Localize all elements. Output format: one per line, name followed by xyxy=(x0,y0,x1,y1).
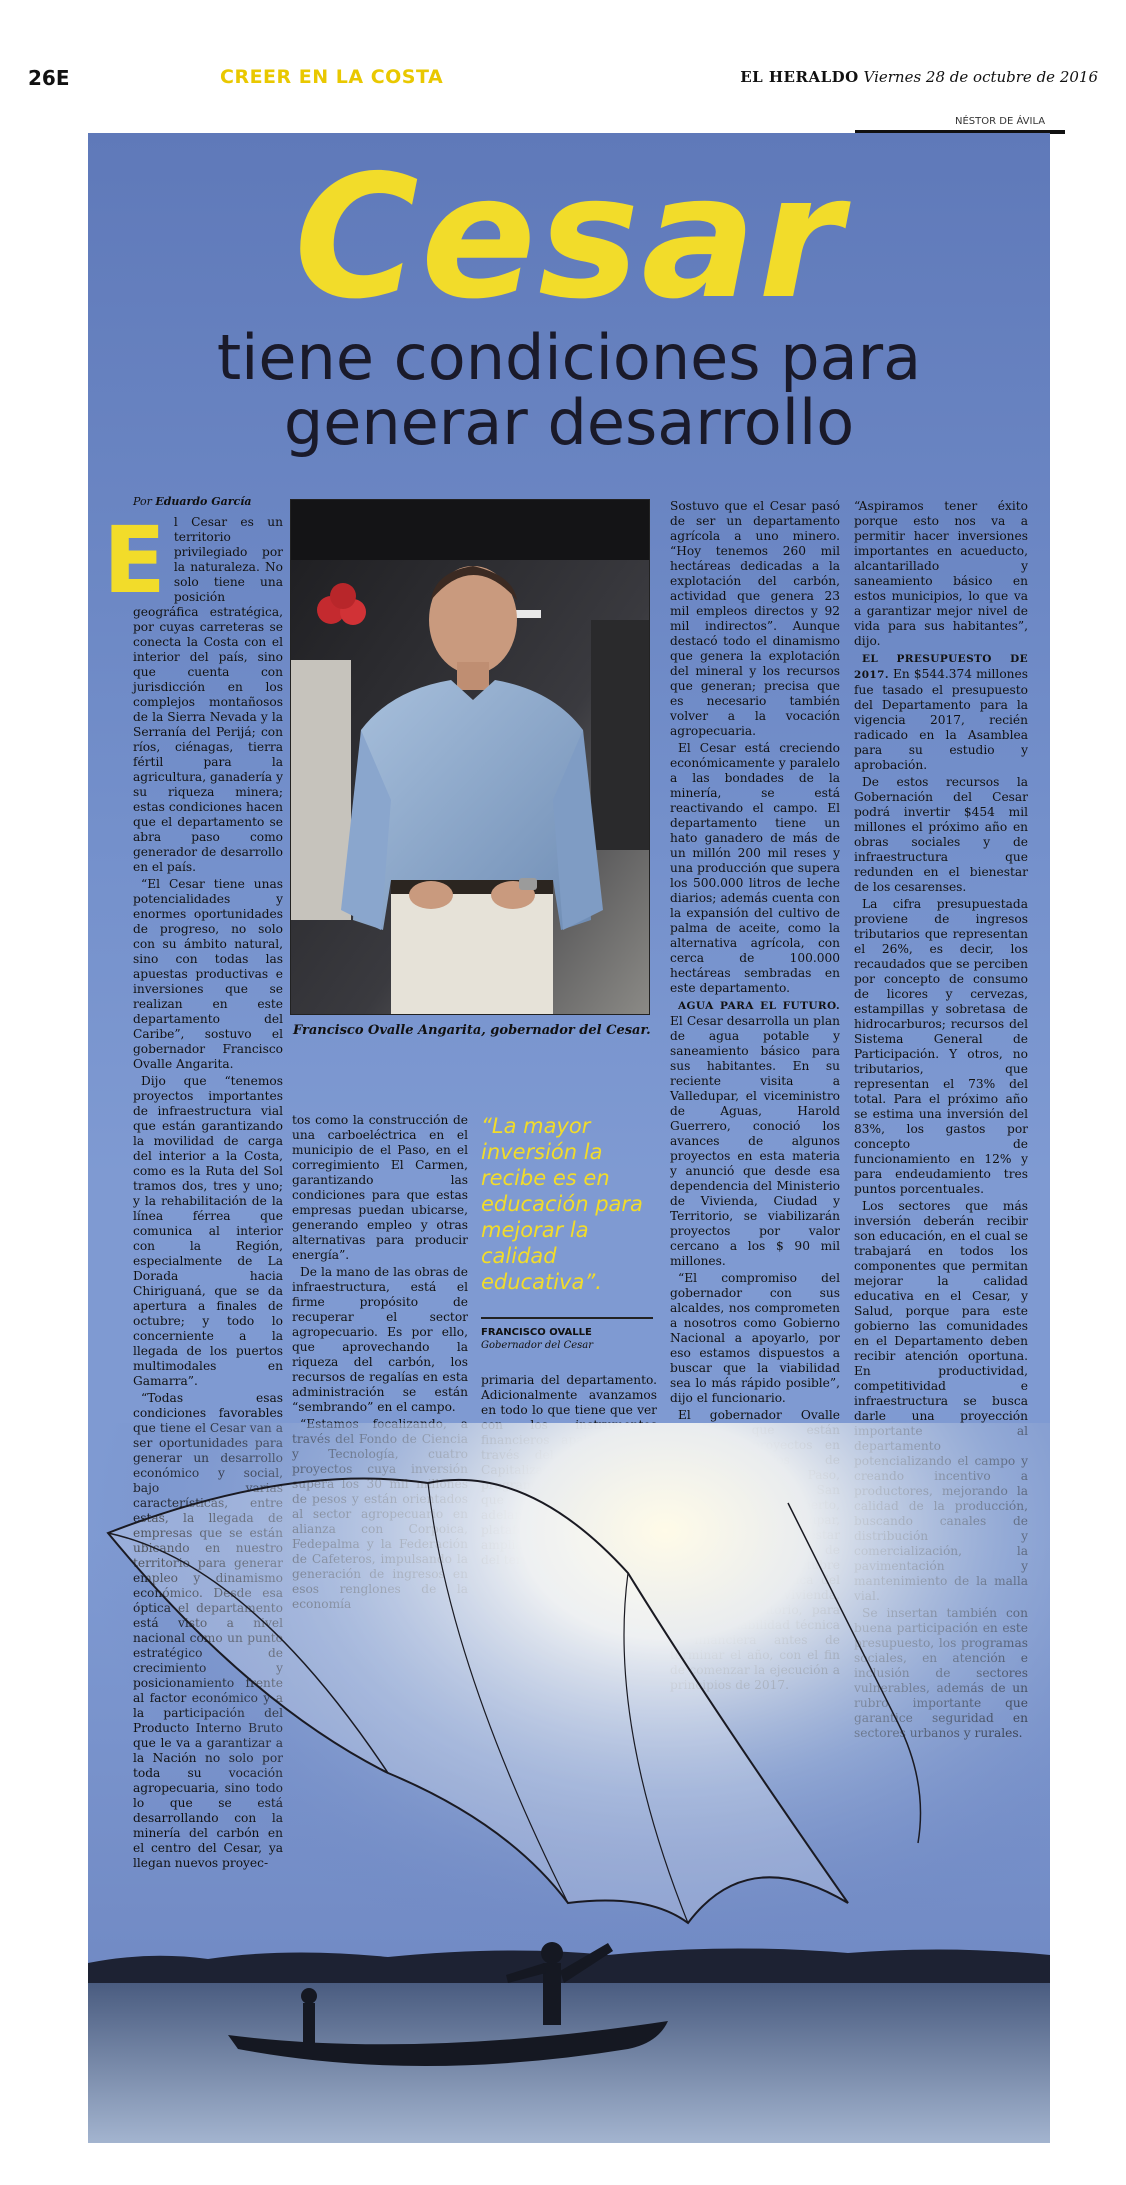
paragraph: De estos recursos la Gobernación del Cesar podrá invertir $454 mil millones el próximo año en obras sociales y de infraestructura que redunden en el bienestar de los cesarenses. xyxy=(854,775,1028,894)
paragraph: De la mano de las obras de infraestructura, está el firme propósito de recuperar el sector agropecuario. Es por ello, que aprovechando la riqueza del carbón, los recursos de regalías en esta administración se están “sembrando” en el campo. xyxy=(292,1265,468,1414)
paragraph xyxy=(854,651,1028,773)
paragraph: La cifra presupuestada proviene de ingresos tributarios que representan el 26%, es decir, los recaudados que se perciben por concepto de consumo de licores y cervezas, estampillas y sobretasa de hidrocarburos; recursos del Sistema General de Participación. Y otros, no tributarios, que representan el 73% del total. Para el próximo año se estima una inversión del 83%, los gastos por concepto de funcionamiento en 12% y para endeudamiento tres puntos porcentuales. xyxy=(854,897,1028,1196)
photo-credit: NÉSTOR DE ÁVILA xyxy=(955,116,1046,127)
pull-quote-rule xyxy=(481,1317,653,1319)
paragraph: “El compromiso del gobernador con sus alcaldes, nos comprometen a nosotros como Gobierno Nacional a apoyarlo, por eso estamos dispuestos a buscar que la viabilidad sea lo más rápido posible”, dijo el funcionario. xyxy=(670,1271,840,1405)
pull-quote-author: FRANCISCO OVALLE xyxy=(481,1327,592,1338)
article-panel xyxy=(88,133,1050,2143)
subhead-presupuesto: EL PRESUPUESTO DE 2017. xyxy=(854,653,1028,681)
paragraph xyxy=(103,507,283,875)
governor-photo xyxy=(290,499,650,1015)
paragraph: tos como la construcción de una carboeléctrica en el municipio de el Paso, en el corregimiento El Carmen, garantizando las condiciones para que estas empresas puedan ubicarse, generando empleo y otras alternativas para producir energía”. xyxy=(292,1113,468,1262)
paragraph: “Aspiramos tener éxito porque esto nos va a permitir hacer inversiones importantes en acueducto, alcantarillado y saneamiento básico en estos municipios, lo que va a garantizar mejor nivel de vida para sus habitantes”, dijo. xyxy=(854,499,1028,648)
headline-line-1: tiene condiciones para xyxy=(216,321,922,394)
headline-main: Cesar xyxy=(294,139,844,337)
page-header xyxy=(28,62,1098,92)
pull-quote-role: Gobernador del Cesar xyxy=(481,1340,594,1351)
issue-date: Viernes 28 de octubre de 2016 xyxy=(863,68,1098,86)
byline-prefix: Por xyxy=(133,495,152,508)
paragraph: Los sectores que más inversión deberán recibir son educación, en el cual se trabajará en todos los componentes que permitan mejorar la calidad educativa en el Cesar, y Salud, porque para este gobierno las comunidades en el Departamento deben recibir atención oportuna. En productividad, competitividad e infraestructura se busca darle una proyección xyxy=(854,1199,1028,1423)
paragraph: “El Cesar tiene unas potencialidades y enormes oportunidades de progreso, no solo con su ámbito natural, sino con todas las apuestas productivas e inversiones que se realizan en este departamento del Caribe”, sostuvo el gobernador Francisco Ovalle Angarita. xyxy=(133,877,283,1071)
drop-cap: E xyxy=(103,507,166,614)
governor-portrait-illustration xyxy=(291,500,649,1014)
masthead xyxy=(740,68,1098,86)
newspaper-name: EL HERALDO xyxy=(740,68,859,86)
fisherman-net-photo xyxy=(88,1423,1050,2143)
paragraph-text: El Cesar desarrolla un plan de agua potable y saneamiento básico para sus habitantes. En su reciente visita a Valledupar, el viceministro de Aguas, Harold Guerrero, conoció los avances de algunos proyectos en esta materia y anunció que desde esa dependencia del Ministerio de Vivienda, Ciudad y Territorio, se viabilizarán proyectos por valor cercano a los $ 90 mil millones. xyxy=(670,1014,840,1268)
paragraph: primaria del departamento. Adicionalmente avanzamos en todo lo que tiene que ver xyxy=(481,1373,657,1417)
paragraph: Dijo que “tenemos proyectos importantes de infraestructura vial que están garantizando la movilidad de carga del interior a la Costa, como es la Ruta del Sol tramos dos, tres y uno; y la rehabilitación de la línea férrea que comunica al interior con la Región, especialmente de La Dorada hacia Chiriguaná, que se da apertura a finales de octubre; y todo lo concerniente a la llegada de los puertos multimodales en Gamarra”. xyxy=(133,1074,283,1388)
paragraph: El Cesar está creciendo económicamente y paralelo a las bondades de la minería, se está reactivando el campo. El departamento tiene un hato ganadero de más de un millón 200 mil reses y una producción que supera los 500.000 litros de leche diarios; además cuenta con la expansión del cultivo de palma de aceite, como la alternativa agrícola, con cerca de 100.000 hectáreas sembradas en este departamento. xyxy=(670,741,840,995)
paragraph xyxy=(670,998,840,1269)
byline-author: Eduardo García xyxy=(155,495,252,508)
photo-caption: Francisco Ovalle Angarita, gobernador del Cesar. xyxy=(293,1023,651,1038)
headline-line-2: generar desarrollo xyxy=(283,386,855,459)
paragraph-text: l Cesar es un territorio privilegiado por la naturaleza. No solo tiene una posición geográfica estratégica, por cuyas carreteras se conecta la Costa con el interior del país, sino que cuenta con jurisdicción en los complejos montañosos de la Sierra Nevada y la Serranía del Perijá; con ríos, ciénagas, tierra fértil para la agricultura, ganadería y su riqueza minera; estas condiciones hacen que el departamento se abra paso como generador de desarrollo en el país. xyxy=(133,515,283,874)
paragraph: El gobernador Ovalle xyxy=(678,1408,840,1422)
paragraph-text: En $544.374 millones fue tasado el presupuesto del Departamento para la vigencia 2017, recién radicado en la Asamblea para su estudio y aprobación. xyxy=(854,667,1028,772)
subhead-agua: AGUA PARA EL FUTURO. xyxy=(678,1000,840,1012)
paragraph: “Todas esas condiciones favorables xyxy=(133,1391,283,1420)
section-title: CREER EN LA COSTA xyxy=(220,66,444,88)
page-number: 26E xyxy=(28,66,70,90)
pull-quote: “La mayor inversión la recibe es en educación para mejorar la calidad educativa”. xyxy=(481,1114,643,1294)
paragraph: Sostuvo que el Cesar pasó de ser un departamento agrícola a uno minero. “Hoy tenemos 260 mil hectáreas dedicadas a la explotación del carbón, actividad que genera 23 mil empleos directos y 92 mil indirectos”. Aunque destacó todo el dinamismo que genera la explotación del mineral y los recursos que generan; precisa que es necesario también volver a la vocación agropecuaria. xyxy=(670,499,840,738)
